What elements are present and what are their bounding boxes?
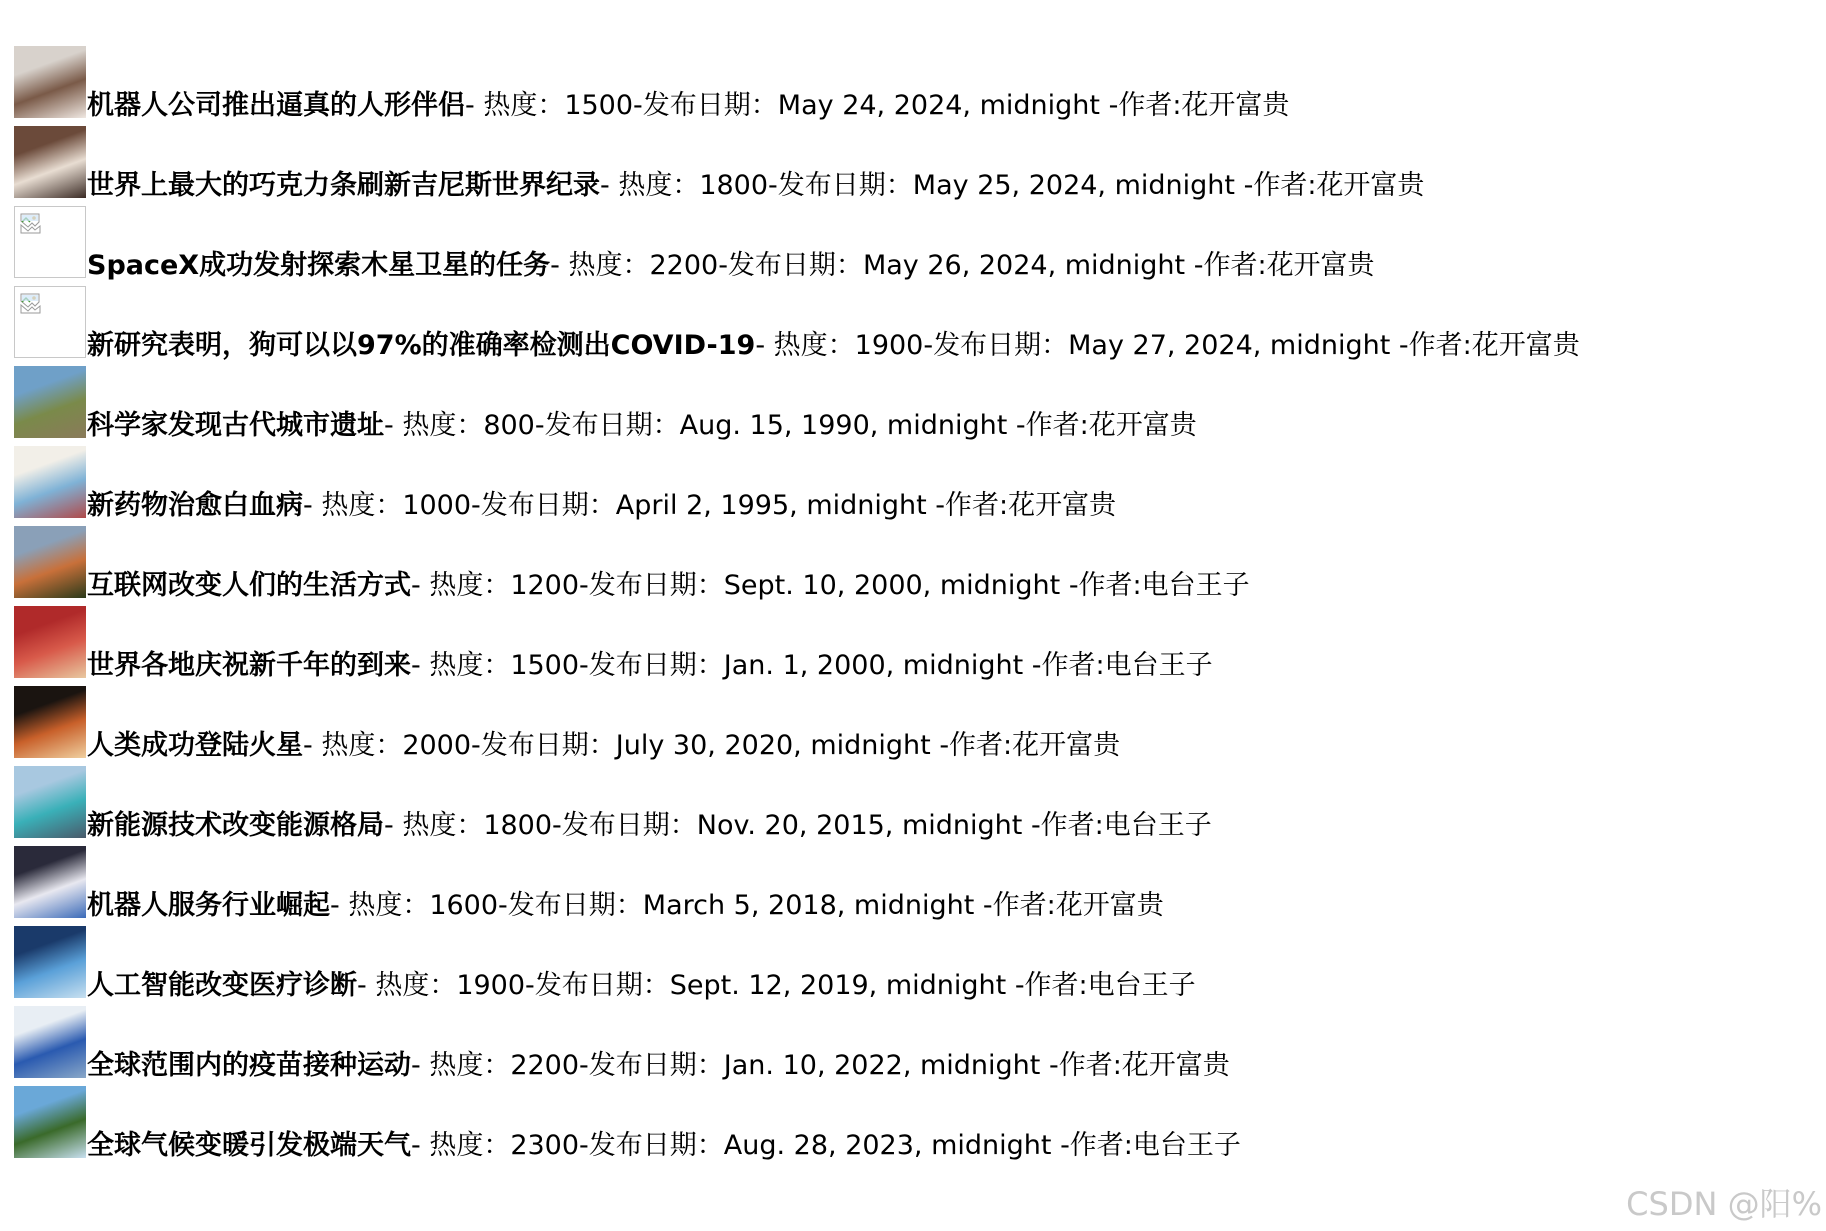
news-item	[14, 686, 1794, 766]
author-name: 电台王子	[1104, 650, 1213, 681]
date-label: -发布日期：	[579, 1050, 724, 1081]
date-label: -发布日期：	[498, 890, 643, 921]
heat-label: - 热度：	[465, 90, 565, 121]
date-label: -发布日期：	[718, 250, 863, 281]
news-thumbnail[interactable]	[14, 926, 86, 998]
news-title[interactable]: 全球气候变暖引发极端天气	[87, 1130, 411, 1161]
author-label: -作者:	[1100, 90, 1182, 121]
heat-value: 1800	[483, 810, 553, 841]
news-title[interactable]: 世界各地庆祝新千年的到来	[87, 650, 411, 681]
heat-value: 1500	[564, 90, 634, 121]
heat-label: - 热度：	[600, 170, 700, 201]
news-title[interactable]: 科学家发现古代城市遗址	[87, 410, 384, 441]
news-title[interactable]: 世界上最大的巧克力条刷新吉尼斯世界纪录	[87, 170, 600, 201]
heat-value: 2000	[402, 730, 472, 761]
news-item	[14, 46, 1794, 126]
date-label: -发布日期：	[579, 1130, 724, 1161]
author-name: 花开富贵	[1121, 1050, 1230, 1081]
heat-label: - 热度：	[384, 810, 484, 841]
heat-label: - 热度：	[550, 250, 650, 281]
publish-date: Jan. 1, 2000, midnight	[723, 650, 1024, 681]
news-text-line	[87, 250, 1375, 282]
news-thumbnail[interactable]	[14, 606, 86, 678]
news-text-line	[87, 570, 1250, 602]
broken-image-icon	[19, 291, 43, 315]
news-title[interactable]: 新研究表明，狗可以以97%的准确率检测出COVID-19	[87, 330, 756, 361]
heat-label: - 热度：	[411, 1050, 511, 1081]
news-text-line	[87, 490, 1116, 522]
publish-date: May 24, 2024, midnight	[777, 90, 1100, 121]
author-name: 花开富贵	[1471, 330, 1580, 361]
author-label: -作者:	[1040, 1050, 1122, 1081]
news-thumbnail[interactable]	[14, 1086, 86, 1158]
news-item	[14, 286, 1794, 366]
date-label: -发布日期：	[923, 330, 1069, 361]
publish-date: March 5, 2018, midnight	[642, 890, 975, 921]
heat-label: - 热度：	[411, 650, 511, 681]
news-thumbnail[interactable]	[14, 766, 86, 838]
news-text-line	[87, 330, 1580, 362]
publish-date: Nov. 20, 2015, midnight	[696, 810, 1023, 841]
heat-value: 1800	[699, 170, 769, 201]
news-title[interactable]: SpaceX成功发射探索木星卫星的任务	[87, 250, 551, 281]
author-name: 电台王子	[1103, 810, 1212, 841]
news-item	[14, 606, 1794, 686]
publish-date: May 27, 2024, midnight	[1068, 330, 1391, 361]
heat-value: 1600	[429, 890, 499, 921]
news-item	[14, 926, 1794, 1006]
publish-date: May 25, 2024, midnight	[912, 170, 1235, 201]
news-thumbnail[interactable]	[14, 286, 86, 358]
news-thumbnail[interactable]	[14, 46, 86, 118]
news-text-line	[87, 970, 1196, 1002]
news-text-line	[87, 730, 1120, 762]
heat-value: 2200	[510, 1050, 580, 1081]
heat-value: 1900	[854, 330, 924, 361]
heat-label: - 热度：	[411, 570, 511, 601]
date-label: -发布日期：	[633, 90, 778, 121]
heat-value: 800	[483, 410, 535, 441]
author-label: -作者:	[1006, 970, 1088, 1001]
news-thumbnail[interactable]	[14, 1006, 86, 1078]
author-label: -作者:	[1007, 410, 1089, 441]
publish-date: Jan. 10, 2022, midnight	[723, 1050, 1041, 1081]
news-text-line	[87, 90, 1289, 122]
news-title[interactable]: 全球范围内的疫苗接种运动	[87, 1050, 411, 1081]
publish-date: Aug. 28, 2023, midnight	[723, 1130, 1052, 1161]
author-name: 花开富贵	[1316, 170, 1425, 201]
news-item	[14, 366, 1794, 446]
author-label: -作者:	[1022, 810, 1104, 841]
author-label: -作者:	[930, 730, 1013, 761]
author-name: 花开富贵	[1266, 250, 1375, 281]
author-label: -作者:	[926, 490, 1009, 521]
heat-value: 1000	[402, 490, 472, 521]
heat-label: - 热度：	[411, 1130, 511, 1161]
news-thumbnail[interactable]	[14, 686, 86, 758]
heat-value: 1200	[510, 570, 580, 601]
publish-date: Aug. 15, 1990, midnight	[679, 410, 1008, 441]
news-title[interactable]: 机器人服务行业崛起	[87, 890, 330, 921]
publish-date: Sept. 10, 2000, midnight	[723, 570, 1061, 601]
news-text-line	[87, 170, 1424, 202]
news-thumbnail[interactable]	[14, 366, 86, 438]
news-title[interactable]: 机器人公司推出逼真的人形伴侣	[87, 90, 465, 121]
author-label: -作者:	[1235, 170, 1317, 201]
publish-date: Sept. 12, 2019, midnight	[669, 970, 1007, 1001]
heat-label: - 热度：	[330, 890, 430, 921]
author-name: 电台王子	[1087, 970, 1196, 1001]
author-label: -作者:	[1023, 650, 1105, 681]
news-item	[14, 766, 1794, 846]
news-thumbnail[interactable]	[14, 126, 86, 198]
author-name: 花开富贵	[1008, 490, 1117, 521]
news-title[interactable]: 人类成功登陆火星	[87, 730, 303, 761]
date-label: -发布日期：	[579, 650, 724, 681]
author-label: -作者:	[974, 890, 1056, 921]
heat-label: - 热度：	[303, 730, 403, 761]
news-thumbnail[interactable]	[14, 526, 86, 598]
heat-value: 2200	[649, 250, 719, 281]
author-label: -作者:	[1390, 330, 1472, 361]
news-item	[14, 1006, 1794, 1086]
date-label: -发布日期：	[525, 970, 670, 1001]
author-name: 花开富贵	[1055, 890, 1164, 921]
news-title[interactable]: 人工智能改变医疗诊断	[87, 970, 357, 1001]
news-item	[14, 446, 1794, 526]
news-item	[14, 206, 1794, 286]
date-label: -发布日期：	[471, 490, 616, 521]
news-text-line	[87, 650, 1213, 682]
news-title[interactable]: 新药物治愈白血病	[87, 490, 303, 521]
news-thumbnail[interactable]	[14, 206, 86, 278]
author-label: -作者:	[1185, 250, 1267, 281]
date-label: -发布日期：	[471, 730, 616, 761]
heat-label: - 热度：	[384, 410, 484, 441]
publish-date: May 26, 2024, midnight	[862, 250, 1186, 281]
news-list	[14, 46, 1794, 1166]
heat-value: 2300	[510, 1130, 580, 1161]
news-item	[14, 1086, 1794, 1166]
author-name: 花开富贵	[1012, 730, 1121, 761]
heat-label: - 热度：	[303, 490, 403, 521]
heat-value: 1900	[456, 970, 526, 1001]
author-name: 花开富贵	[1181, 90, 1290, 121]
broken-image-icon	[19, 211, 43, 235]
heat-value: 1500	[510, 650, 580, 681]
publish-date: April 2, 1995, midnight	[615, 490, 927, 521]
date-label: -发布日期：	[534, 410, 680, 441]
author-label: -作者:	[1051, 1130, 1133, 1161]
author-name: 花开富贵	[1088, 410, 1197, 441]
date-label: -发布日期：	[579, 570, 724, 601]
watermark: CSDN @阳%	[1626, 1185, 1822, 1223]
publish-date: July 30, 2020, midnight	[615, 730, 931, 761]
news-thumbnail[interactable]	[14, 846, 86, 918]
news-text-line	[87, 410, 1197, 442]
news-text-line	[87, 1130, 1241, 1162]
news-text-line	[87, 810, 1212, 842]
news-item	[14, 526, 1794, 606]
news-thumbnail[interactable]	[14, 446, 86, 518]
heat-label: - 热度：	[357, 970, 457, 1001]
news-title[interactable]: 互联网改变人们的生活方式	[87, 570, 411, 601]
date-label: -发布日期：	[768, 170, 913, 201]
heat-label: - 热度：	[755, 330, 855, 361]
news-item	[14, 126, 1794, 206]
news-title[interactable]: 新能源技术改变能源格局	[87, 810, 384, 841]
author-name: 电台王子	[1141, 570, 1250, 601]
date-label: -发布日期：	[552, 810, 697, 841]
news-item	[14, 846, 1794, 926]
news-text-line	[87, 1050, 1230, 1082]
author-name: 电台王子	[1132, 1130, 1241, 1161]
author-label: -作者:	[1060, 570, 1142, 601]
news-text-line	[87, 890, 1164, 922]
